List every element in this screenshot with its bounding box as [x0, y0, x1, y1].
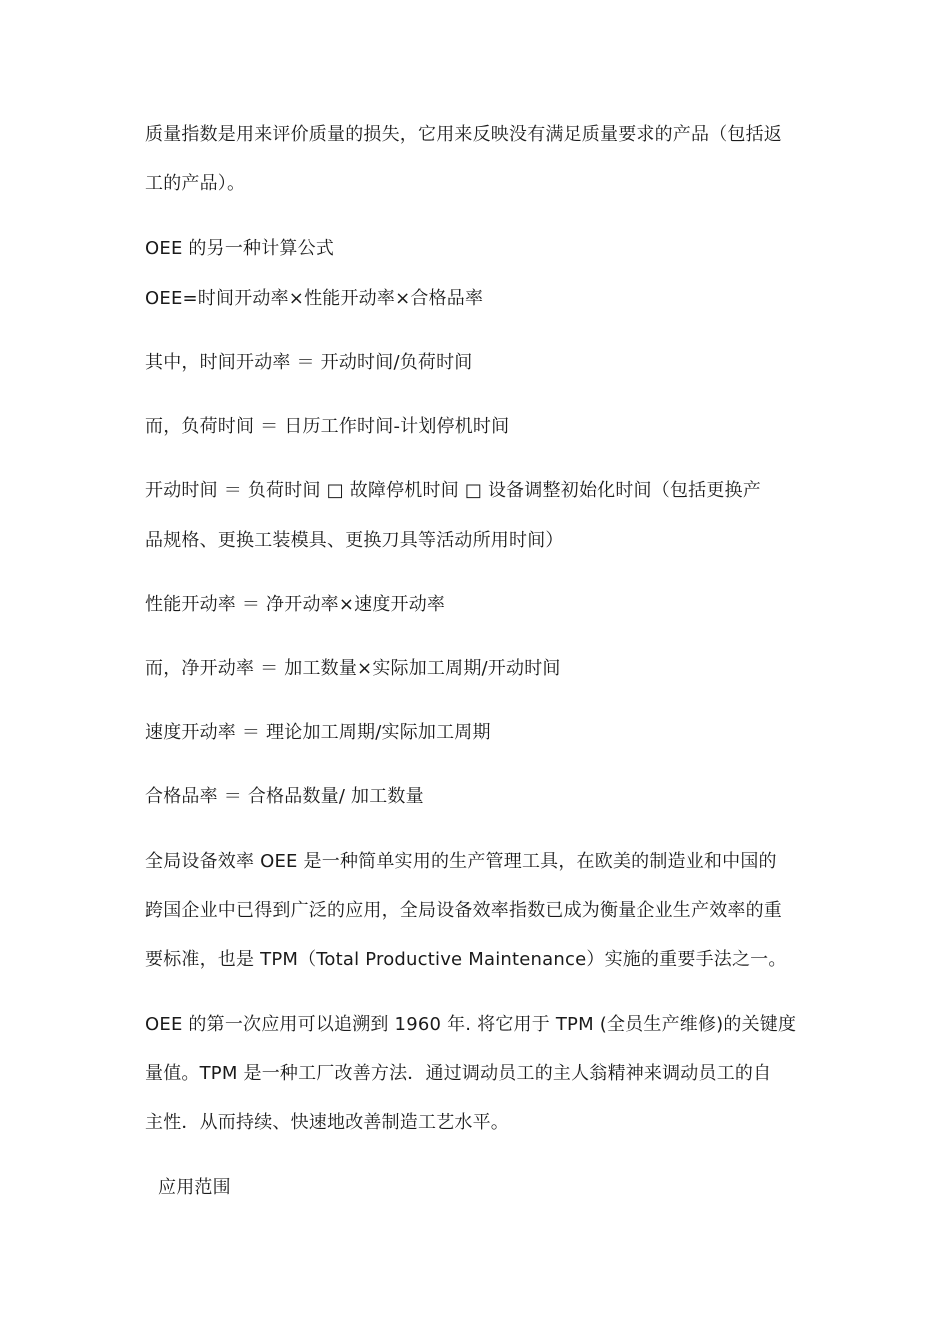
paragraph-line: OEE 的第一次应用可以追溯到 1960 年. 将它用于 TPM (全员生产维修)的关键度 [145, 1014, 797, 1035]
paragraph-line: 量值。TPM 是一种工厂改善方法．通过调动员工的主人翁精神来调动员工的自 [145, 1063, 772, 1084]
formula-line: OEE=时间开动率×性能开动率×合格品率 [145, 288, 484, 309]
paragraph-line: 主性．从而持续、快速地改善制造工艺水平。 [145, 1112, 509, 1133]
formula-line: 而，负荷时间 ＝ 日历工作时间-计划停机时间 [145, 416, 510, 437]
formula-line: 而，净开动率 ＝ 加工数量×实际加工周期/开动时间 [145, 658, 561, 679]
formula-line: 合格品率 ＝ 合格品数量/ 加工数量 [145, 786, 424, 807]
section-heading: 应用范围 [158, 1177, 231, 1198]
paragraph-line: 质量指数是用来评价质量的损失，它用来反映没有满足质量要求的产品（包括返 [145, 124, 782, 145]
paragraph-line: 跨国企业中已得到广泛的应用，全局设备效率指数已成为衡量企业生产效率的重 [145, 900, 782, 921]
paragraph-line: 要标准，也是 TPM（Total Productive Maintenance）实施的重要手法之一。 [145, 949, 787, 970]
formula-line: 速度开动率 ＝ 理论加工周期/实际加工周期 [145, 722, 491, 743]
formula-line: 开动时间 ＝ 负荷时间 □ 故障停机时间 □ 设备调整初始化时间（包括更换产 [145, 480, 761, 501]
formula-line: 性能开动率 ＝ 净开动率×速度开动率 [145, 594, 446, 615]
section-heading: OEE 的另一种计算公式 [145, 238, 335, 259]
paragraph-line: 工的产品）。 [145, 173, 246, 194]
paragraph-line: 全局设备效率 OEE 是一种简单实用的生产管理工具，在欧美的制造业和中国的 [145, 851, 777, 872]
formula-line: 其中，时间开动率 ＝ 开动时间/负荷时间 [145, 352, 473, 373]
formula-line: 品规格、更换工装模具、更换刀具等活动所用时间） [145, 530, 564, 551]
